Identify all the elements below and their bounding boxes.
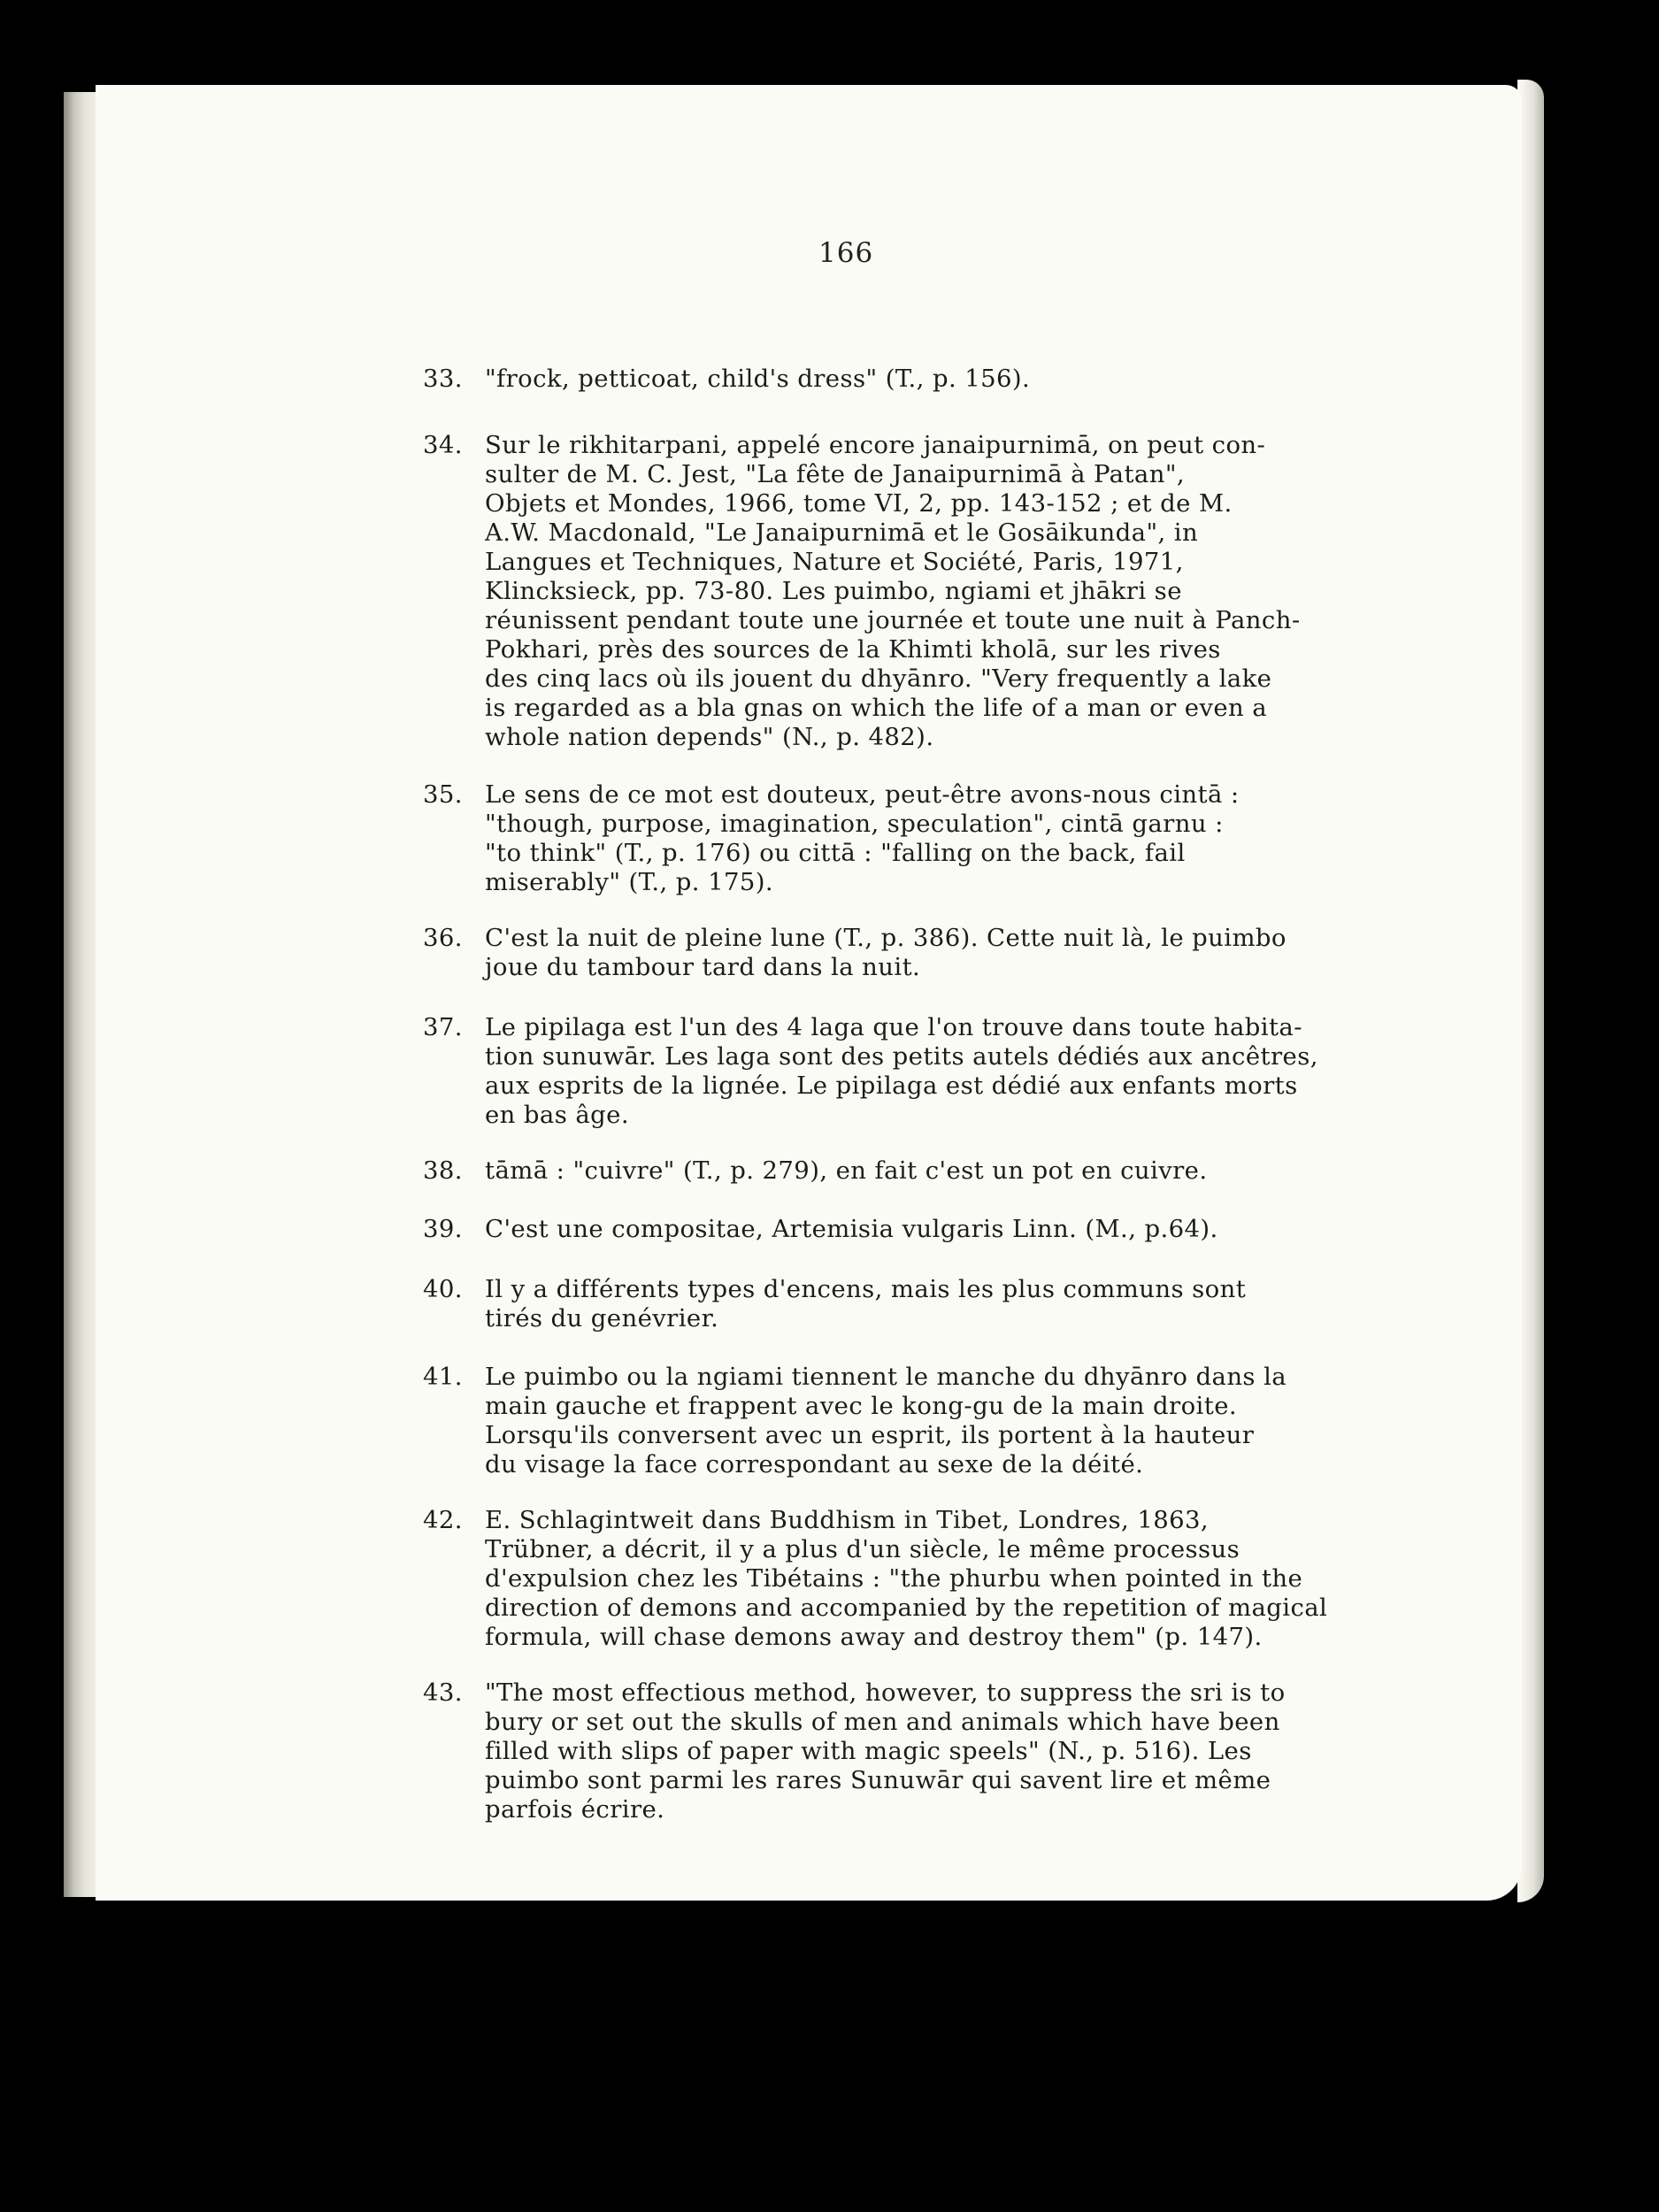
footnote-line: filled with slips of paper with magic speels" (N., p. 516). Les: [485, 1737, 1252, 1765]
footnote-text: [485, 1678, 1458, 1824]
footnote-line: Le puimbo ou la ngiami tiennent le manche du dhyānro dans la: [485, 1363, 1287, 1391]
footnote-line: miserably" (T., p. 175).: [485, 868, 774, 896]
footnote-line: Lorsqu'ils conversent avec un esprit, ils portent à la hauteur: [485, 1421, 1255, 1449]
footnote-number: 39.: [423, 1215, 463, 1243]
footnote-text: [485, 1275, 1458, 1333]
footnote-line: tāmā : "cuivre" (T., p. 279), en fait c'est un pot en cuivre.: [485, 1156, 1208, 1185]
footnote-line: Le pipilaga est l'un des 4 laga que l'on trouve dans toute habita-: [485, 1013, 1302, 1041]
footnote-line: Objets et Mondes, 1966, tome VI, 2, pp. 143-152 ; et de M.: [485, 489, 1233, 518]
footnote-line: C'est la nuit de pleine lune (T., p. 386). Cette nuit là, le puimbo: [485, 924, 1286, 952]
footnote-line: A.W. Macdonald, "Le Janaipurnimā et le Gosāikunda", in: [485, 518, 1199, 547]
footnote-line: d'expulsion chez les Tibétains : "the phurbu when pointed in the: [485, 1564, 1303, 1593]
footnote-text: [485, 365, 1458, 394]
footnote-line: Trübner, a décrit, il y a plus d'un siècle, le même processus: [485, 1535, 1240, 1563]
footnote-line: tirés du genévrier.: [485, 1304, 719, 1333]
footnote-line: Le sens de ce mot est douteux, peut-être avons-nous cintā :: [485, 780, 1240, 809]
footnote-line: réunissent pendant toute une journée et toute une nuit à Panch-: [485, 606, 1301, 634]
footnote-line: Il y a différents types d'encens, mais les plus communs sont: [485, 1275, 1247, 1303]
footnote-number: 40.: [423, 1275, 463, 1303]
footnote-line: joue du tambour tard dans la nuit.: [485, 953, 921, 981]
footnote-text: [485, 1506, 1458, 1652]
footnote-number: 41.: [423, 1363, 463, 1391]
footnote-text: [485, 1363, 1458, 1479]
footnote-line: du visage la face correspondant au sexe de la déité.: [485, 1450, 1144, 1479]
footnote-number: 36.: [423, 924, 463, 952]
footnote-line: sulter de M. C. Jest, "La fête de Janaipurnimā à Patan",: [485, 460, 1186, 488]
footnote-line: Pokhari, près des sources de la Khimti kholā, sur les rives: [485, 635, 1221, 664]
footnote-text: [485, 924, 1458, 982]
footnote-line: Klincksieck, pp. 73-80. Les puimbo, ngiami et jhākri se: [485, 577, 1182, 605]
footnote-line: Sur le rikhitarpani, appelé encore janaipurnimā, on peut con-: [485, 431, 1266, 459]
footnote-text: [485, 780, 1458, 897]
footnote-number: 42.: [423, 1506, 463, 1534]
footnote-line: parfois écrire.: [485, 1795, 665, 1824]
footnote-line: en bas âge.: [485, 1101, 629, 1129]
footnote-number: 33.: [423, 365, 463, 393]
footnote-text: [485, 1215, 1458, 1244]
footnote-text: [485, 1156, 1458, 1186]
footnote-line: bury or set out the skulls of men and animals which have been: [485, 1708, 1280, 1736]
footnote-text: [485, 1013, 1458, 1130]
footnote-line: is regarded as a bla gnas on which the life of a man or even a: [485, 694, 1268, 722]
footnote-line: "frock, petticoat, child's dress" (T., p. 156).: [485, 365, 1031, 393]
footnote-number: 38.: [423, 1156, 463, 1185]
page-number: 166: [818, 237, 874, 269]
page-stack-edge: [64, 92, 99, 1897]
footnote-line: whole nation depends" (N., p. 482).: [485, 723, 934, 751]
footnote-number: 34.: [423, 431, 463, 459]
footnote-text: [485, 431, 1458, 752]
footnote-line: Langues et Techniques, Nature et Société, Paris, 1971,: [485, 548, 1184, 576]
footnote-line: puimbo sont parmi les rares Sunuwār qui savent lire et même: [485, 1766, 1271, 1794]
footnote-line: main gauche et frappent avec le kong-gu de la main droite.: [485, 1392, 1238, 1420]
footnote-line: "though, purpose, imagination, speculation", cintā garnu :: [485, 810, 1224, 838]
footnote-line: "to think" (T., p. 176) ou cittā : "falling on the back, fail: [485, 839, 1186, 867]
footnote-line: tion sunuwār. Les laga sont des petits autels dédiés aux ancêtres,: [485, 1042, 1318, 1071]
footnote-line: formula, will chase demons away and destroy them" (p. 147).: [485, 1623, 1263, 1651]
footnote-line: aux esprits de la lignée. Le pipilaga est dédié aux enfants morts: [485, 1071, 1298, 1100]
footnote-line: C'est une compositae, Artemisia vulgaris Linn. (M., p.64).: [485, 1215, 1218, 1243]
footnote-number: 43.: [423, 1678, 463, 1707]
footnote-line: "The most effectious method, however, to suppress the sri is to: [485, 1678, 1286, 1707]
footnote-line: direction of demons and accompanied by the repetition of magical: [485, 1594, 1328, 1622]
footnote-line: E. Schlagintweit dans Buddhism in Tibet, Londres, 1863,: [485, 1506, 1210, 1534]
footnote-number: 35.: [423, 780, 463, 809]
footnote-line: des cinq lacs où ils jouent du dhyānro. "Very frequently a lake: [485, 664, 1272, 693]
footnote-number: 37.: [423, 1013, 463, 1041]
